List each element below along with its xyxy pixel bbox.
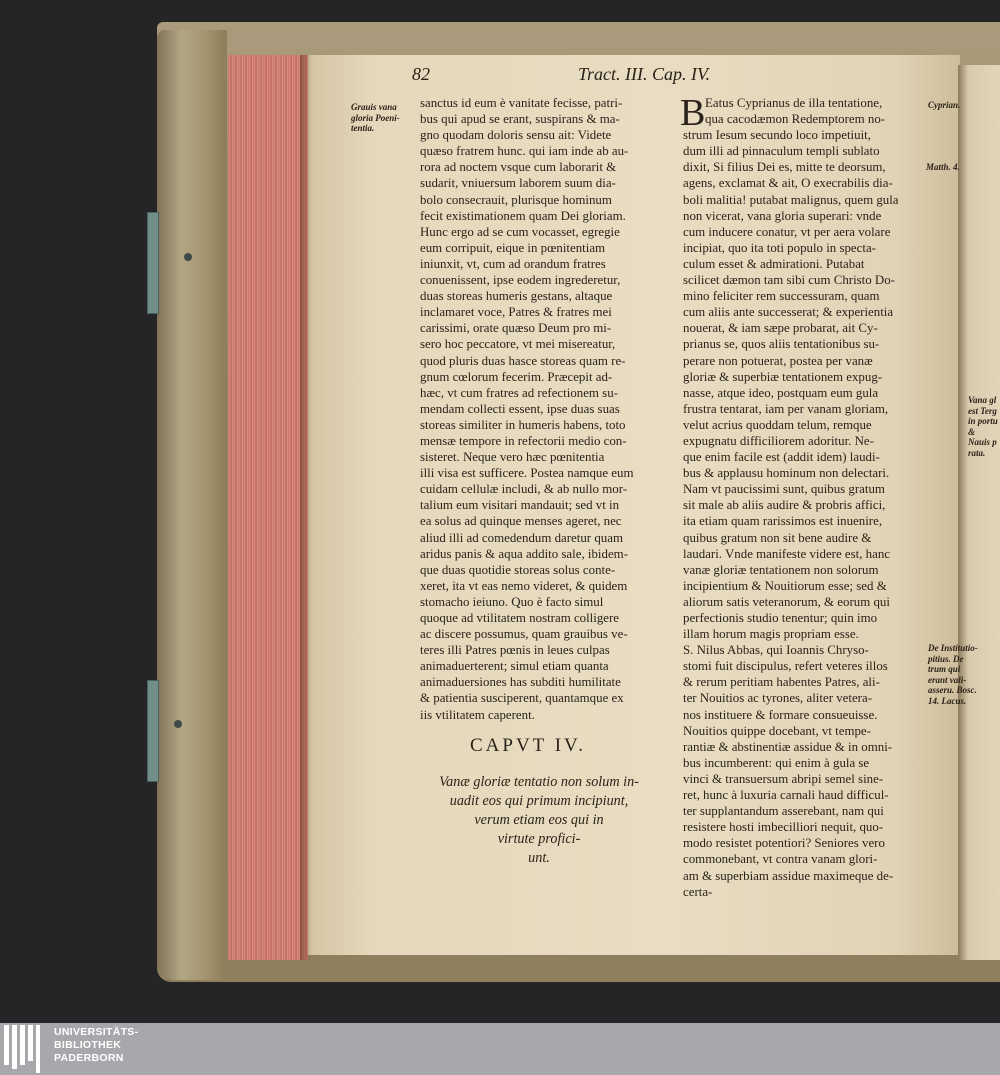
chapter-heading: CAPVT IV.	[470, 735, 587, 756]
library-logo-text	[54, 1026, 138, 1065]
text-line: gloriæ & superbiæ tentationem expug-	[683, 369, 883, 384]
text-line: illam horum magis propriam esse.	[683, 627, 859, 642]
text-line: fecit existimationem quam Dei gloriam.	[420, 208, 626, 223]
library-logo-icon	[4, 1025, 46, 1073]
margin-note-line: pitius. De	[928, 653, 964, 664]
text-line: iniunxit, vt, cum ad orandum fratres	[420, 256, 606, 271]
text-line: Eatus Cyprianus de illa tentatione,	[705, 96, 883, 110]
text-line: dixit, Si filius Dei es, mitte te deorsum,	[683, 160, 886, 175]
text-line: quæso fratrem hunc. qui iam inde ab au-	[420, 144, 629, 159]
text-line: quibus gratum non sit bene audire &	[683, 530, 872, 545]
text-line: quod pluris duas hasce storeas quam re-	[420, 353, 626, 368]
margin-note-line: 14. Lacus.	[928, 695, 967, 706]
margin-note-line: tentia.	[351, 123, 375, 133]
text-line: sit male ab aliis audire & probris affici,	[683, 498, 886, 513]
text-line: modo resistet potentiori? Seniores vero	[683, 836, 885, 851]
text-line: boli malitia! putabat malignus, quem gula	[683, 192, 899, 207]
facing-page-edge	[958, 65, 1000, 960]
text-line: vanæ gloriæ tentationem non solorum	[683, 562, 879, 577]
text-line: cum aliis ante successerat; & experientia	[683, 305, 894, 320]
text-line: incipientium & Nouitiorum esse; sed &	[683, 578, 887, 593]
text-line: rantiæ & abstinentiæ assidue & in omni-	[683, 739, 893, 754]
text-line: bus incumberent: qui enim à gula se	[683, 755, 870, 770]
text-line: talium eum visitari mandauit; sed vt in	[420, 498, 620, 513]
text-line: mendam collecti essent, ipse duas suas	[420, 401, 620, 416]
text-line: rora ad noctem vsque cum laborarit &	[420, 160, 617, 175]
text-line: que duas quotidie storeas solus conte-	[420, 562, 616, 577]
text-line: resistere hosti imbecilliori nequit, quo-	[683, 820, 884, 835]
text-line: eum corripuit, eique in pœnitentiam	[420, 240, 606, 255]
text-line: cum inducere conatur, vt per aera volare	[683, 224, 891, 239]
text-line: xeret, ita vt eas nemo videret, & quidem	[420, 578, 628, 593]
margin-note-line: Cyprian.	[928, 100, 961, 110]
text-line: mino feliciter rem successuram, quam	[683, 289, 880, 304]
margin-note-left	[351, 102, 400, 134]
text-line: ita etiam quam rarissimos est inuenire,	[683, 514, 883, 529]
text-line: velut acrius quoddam telum, remque	[683, 417, 872, 432]
text-line: storeas similiter in humeris habens, toto	[420, 417, 626, 432]
left-text-column	[420, 95, 633, 723]
library-footer-bar	[0, 1023, 1000, 1075]
gutter-shadow	[300, 55, 312, 960]
text-line: expugnatu difficiliorem adoritur. Ne-	[683, 433, 874, 448]
clasp-hinge-top	[147, 212, 159, 314]
text-line: conuenissent, ipse eodem ingrederetur,	[420, 273, 621, 288]
text-line: ter Nouitios ac tyrones, aliter vetera-	[683, 691, 872, 706]
text-line: ac discere possumus, quam grauibus ve-	[420, 627, 628, 642]
text-line: carissimi, orate quæso Deum pro mi-	[420, 321, 612, 336]
margin-note-line: gloria Poeni-	[351, 112, 400, 123]
margin-note-line: rata.	[968, 447, 986, 458]
text-line: qua cacodæmon Redemptorem no-	[705, 112, 886, 127]
text-line: nos instituere & formare consueuisse.	[683, 707, 878, 722]
margin-note-facing-page	[968, 395, 998, 458]
clasp-hinge-bottom	[147, 680, 159, 782]
text-line: cuidam cellulæ includi, & ab nullo mor-	[420, 482, 628, 497]
text-line: laudari. Vnde manifeste videre est, hanc	[683, 546, 891, 561]
text-line: agens, exclamat & ait, O execrabilis dia-	[683, 176, 893, 191]
page-edges	[228, 55, 308, 960]
margin-note-line: trum qui	[928, 664, 961, 674]
text-line: aliorum satis veteranorum, & eorum qui	[683, 594, 890, 609]
running-title: Tract. III. Cap. IV.	[578, 64, 711, 84]
text-line: perare non potuerat, postea per vanæ	[683, 353, 873, 368]
subtitle-line: Vanæ gloriæ tentatio non solum in-	[439, 774, 639, 790]
margin-note-line: &	[968, 426, 976, 437]
text-line: Nam vt paucissimi sunt, quibus gratum	[683, 482, 885, 497]
margin-note-line: in portu	[968, 416, 998, 426]
text-line: Nouitios quippe docebant, vt tempe-	[683, 723, 871, 738]
margin-note-institutione	[928, 643, 978, 706]
margin-note-line: Nauis p	[968, 437, 997, 447]
text-line: gnum cœlorum fecerim. Præcepit ad-	[420, 369, 613, 384]
text-line: quoque ad vtilitatem nostram colligere	[420, 611, 620, 625]
nail-bottom	[174, 720, 182, 728]
text-line: & patientia susciperent, quantamque ex	[420, 691, 624, 706]
text-line: inclamaret voce, Patres & fratres mei	[420, 305, 612, 320]
drop-cap: B	[680, 92, 706, 134]
text-line: non vicerat, vana gloria superari: vnde	[683, 208, 882, 223]
text-line: S. Nilus Abbas, qui Ioannis Chryso-	[683, 643, 869, 658]
text-line: aridus panis & aqua addito sale, ibidem-	[420, 546, 628, 561]
margin-note-cyprian	[928, 100, 960, 111]
text-line: bus qui apud se erant, suspirans & ma-	[420, 112, 620, 127]
text-line: nasse, atque ideo, postquam eum gula	[683, 385, 879, 400]
text-line: stomacho ieiuno. Quo è facto simul	[420, 594, 604, 609]
subtitle-line: verum etiam eos qui in	[474, 812, 604, 828]
text-line: Hunc ergo ad se cum vocasset, egregie	[420, 224, 620, 239]
text-line: vinci & transuersum abripi semel sine-	[683, 771, 884, 786]
margin-note-line: est Terg	[968, 405, 997, 416]
text-line: hæc, vt cum fratres ad refectionem su-	[420, 385, 618, 400]
text-line: bus & applausu hominum non delectari.	[683, 466, 890, 481]
text-line: sero hoc peccatore, vt mei misereatur,	[420, 337, 616, 352]
text-line: scilicet dæmon tam sibi cum Christo Do-	[683, 273, 895, 288]
text-line: ret, hunc à luxuria carnali haud difficul-	[683, 788, 889, 803]
margin-note-matth	[926, 162, 960, 173]
text-line: sanctus id eum è vanitate fecisse, patri-	[420, 96, 623, 110]
logo-line: PADERBORN	[54, 1052, 124, 1064]
text-line: & rerum peritiam habentes Patres, ali-	[683, 675, 880, 690]
text-line: ter supplantandum asserebant, nam qui	[683, 804, 884, 819]
text-line: sudarit, vniuersum laborem suum dia-	[420, 176, 616, 191]
text-line: iis vtilitatem caperent.	[420, 707, 535, 722]
subtitle-line: uadit eos qui primum incipiunt,	[449, 793, 629, 809]
text-line: incipiat, quo ita toti populo in specta-	[683, 240, 876, 255]
text-line: certa-	[683, 884, 713, 899]
text-line: commonebant, vt contra vanam glori-	[683, 852, 878, 867]
text-line: gno quodam doloris sensu ait: Videte	[420, 128, 612, 143]
margin-note-line: Grauis vana	[351, 102, 397, 112]
text-line: dum illi ad pinnaculum templi sublato	[683, 144, 880, 159]
logo-line: UNIVERSITÄTS-	[54, 1026, 139, 1038]
margin-note-line: Vana gl	[968, 395, 997, 405]
right-text-column	[683, 95, 899, 900]
text-line: sisteret. Neque vero hæc pœnitentia	[420, 450, 605, 465]
logo-line: BIBLIOTHEK	[54, 1039, 122, 1051]
page-number: 82	[412, 64, 430, 84]
margin-note-line: Matth. 4.	[926, 162, 960, 172]
text-line: nouerat, & iam sæpe probarat, ait Cy-	[683, 321, 878, 336]
text-line: am & superbiam assidue maximeque de-	[683, 868, 894, 883]
text-line: illi visa est sufficere. Postea namque eum	[420, 466, 634, 481]
text-line: animaduerterent; simul etiam quanta	[420, 659, 609, 674]
margin-note-line: De Institutio-	[928, 643, 978, 653]
text-line: prianus se, quos aliis tentationibus su-	[683, 337, 880, 352]
text-line: culum esset & admirationi. Putabat	[683, 256, 865, 271]
text-line: frustra tentarat, iam per vanam gloriam,	[683, 401, 889, 416]
book-spine-edge	[157, 30, 227, 980]
text-line: que enim facile est (addit idem) laudi-	[683, 450, 880, 465]
text-line: mensæ tempore in refectorii medio con-	[420, 433, 627, 448]
margin-note-line: erant vali-	[928, 674, 967, 685]
text-line: duas storeas humeris gestans, altaque	[420, 289, 613, 304]
margin-note-line: asseru. Bosc.	[928, 685, 977, 695]
text-line: animaduersiones has subditi humilitate	[420, 675, 621, 690]
text-line: teres illi Patres pœnis in leues culpas	[420, 643, 610, 658]
text-line: strum Iesum secundo loco impetiuit,	[683, 128, 871, 143]
text-line: bolo consecrauit, plurisque hominum	[420, 192, 612, 207]
text-line: stomi fuit discipulus, refert veteres illos	[683, 659, 888, 674]
chapter-subtitle	[420, 773, 658, 868]
subtitle-line: unt.	[528, 850, 550, 866]
text-line: perfectionis studio tenentur; quin imo	[683, 611, 878, 625]
text-line: aliud illi ad comedendum daretur quam	[420, 530, 623, 545]
nail-top	[184, 253, 192, 261]
subtitle-line: virtute profici-	[497, 831, 581, 847]
text-line: ea solus ad quinque menses ageret, nec	[420, 514, 622, 529]
